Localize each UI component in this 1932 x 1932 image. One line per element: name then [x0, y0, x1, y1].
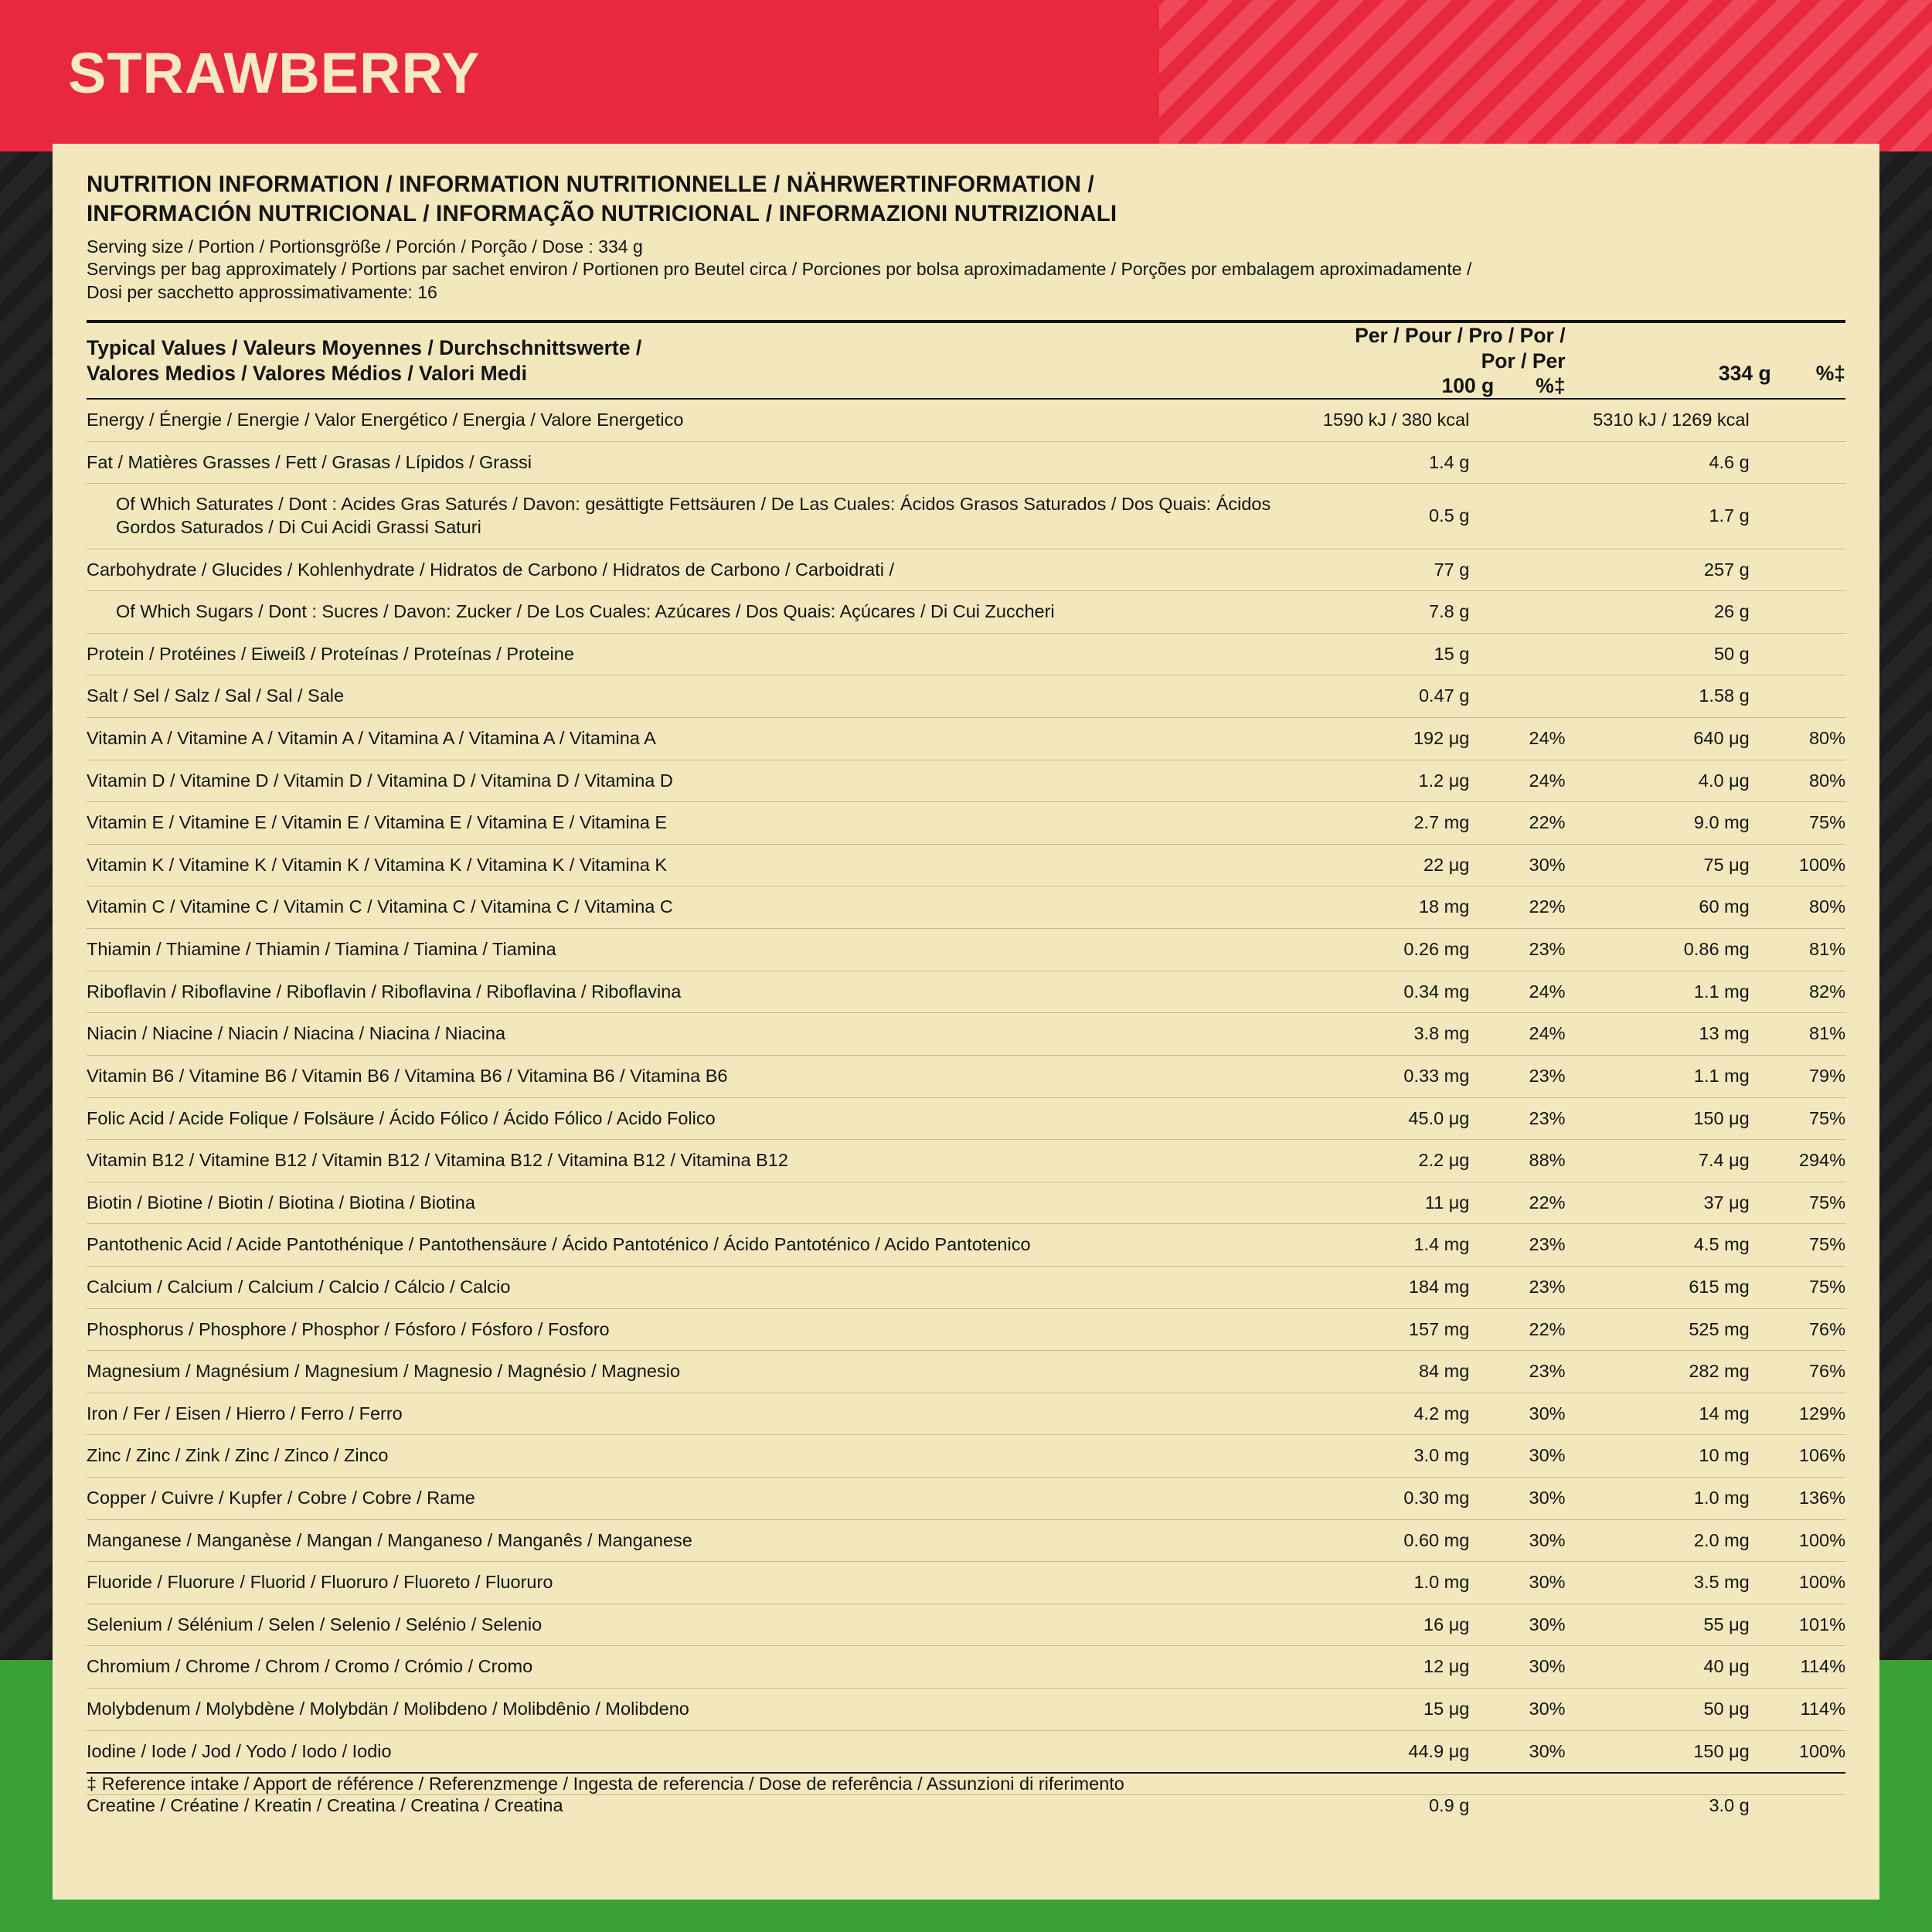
row-v100: 0.5 g — [1318, 484, 1470, 549]
row-label: Vitamin B12 / Vitamine B12 / Vitamin B12 / Vitamina B12 / Vitamina B12 / Vitamina B12 — [87, 1140, 1318, 1182]
row-label: Selenium / Sélénium / Selen / Selenio / Selénio / Selenio — [87, 1604, 1318, 1646]
row-v100: 0.33 mg — [1318, 1055, 1470, 1097]
row-v334: 1.1 mg — [1566, 1055, 1750, 1097]
row-p100: 30% — [1469, 1562, 1565, 1604]
table-row — [87, 1646, 1845, 1689]
row-v100: 192 μg — [1318, 718, 1470, 760]
row-p334: 80% — [1750, 760, 1845, 802]
row-label: Of Which Saturates / Dont : Acides Gras Saturés / Davon: gesättigte Fettsäuren / De Las Cuales: Ácidos Grasos Saturados / Dos Quais: Ácidos Gordos Saturados / Di Cui Acidi Grassi Saturi — [87, 484, 1318, 549]
row-label: Calcium / Calcium / Calcium / Calcio / Cálcio / Calcio — [87, 1266, 1318, 1308]
row-p100 — [1469, 441, 1565, 484]
row-p100: 22% — [1469, 802, 1565, 845]
row-p100: 24% — [1469, 760, 1565, 802]
nutrition-panel — [53, 144, 1879, 1900]
row-p334: 100% — [1750, 1562, 1845, 1604]
table-row — [87, 1013, 1845, 1056]
row-p100: 30% — [1469, 844, 1565, 886]
row-v100: 4.2 mg — [1318, 1393, 1470, 1435]
row-p100: 23% — [1469, 1351, 1565, 1393]
row-v334: 13 mg — [1566, 1013, 1750, 1056]
row-p100: 30% — [1469, 1478, 1565, 1520]
row-label: Folic Acid / Acide Folique / Folsäure / Ácido Fólico / Ácido Fólico / Acido Folico — [87, 1097, 1318, 1140]
row-p334: 114% — [1750, 1689, 1845, 1731]
row-p100: 24% — [1469, 718, 1565, 760]
row-v100: 1.2 μg — [1318, 760, 1470, 802]
row-p334: 100% — [1750, 1730, 1845, 1773]
row-v334: 3.5 mg — [1566, 1562, 1750, 1604]
creatine-value-100g: 0.9 g — [1429, 1795, 1470, 1816]
row-v334: 50 g — [1566, 633, 1750, 675]
table-row — [87, 1097, 1845, 1140]
nutrition-heading-line-1: NUTRITION INFORMATION / INFORMATION NUTRITIONNELLE / NÄHRWERTINFORMATION / — [87, 172, 1094, 197]
row-v100: 2.7 mg — [1318, 802, 1470, 845]
row-p334 — [1750, 484, 1845, 549]
row-p334 — [1750, 441, 1845, 484]
row-v334: 75 μg — [1566, 844, 1750, 886]
table-row — [87, 1182, 1845, 1224]
row-label: Zinc / Zinc / Zink / Zinc / Zinco / Zinco — [87, 1435, 1318, 1478]
row-label: Magnesium / Magnésium / Magnesium / Magnesio / Magnésio / Magnesio — [87, 1351, 1318, 1393]
table-row — [87, 718, 1845, 760]
row-p334: 101% — [1750, 1604, 1845, 1646]
row-p100: 23% — [1469, 1055, 1565, 1097]
row-label: Iodine / Iode / Jod / Yodo / Iodo / Iodio — [87, 1730, 1318, 1773]
row-label: Vitamin K / Vitamine K / Vitamin K / Vitamina K / Vitamina K / Vitamina K — [87, 844, 1318, 886]
row-p100 — [1469, 549, 1565, 591]
table-row — [87, 591, 1845, 634]
creatine-value-334g: 3.0 g — [1709, 1795, 1750, 1816]
creatine-percent-100g — [1469, 1795, 1565, 1817]
row-v334: 26 g — [1566, 591, 1750, 634]
row-v100: 7.8 g — [1318, 591, 1470, 634]
row-p334 — [1750, 591, 1845, 634]
row-v100: 1.4 g — [1318, 441, 1470, 484]
row-v100: 1.0 mg — [1318, 1562, 1470, 1604]
table-row — [87, 844, 1845, 886]
row-v100: 0.60 mg — [1318, 1519, 1470, 1562]
row-v334: 60 mg — [1566, 886, 1750, 929]
row-p334: 80% — [1750, 718, 1845, 760]
row-p334 — [1750, 675, 1845, 718]
row-p334: 75% — [1750, 1097, 1845, 1140]
row-p334: 75% — [1750, 1224, 1845, 1267]
row-p100: 22% — [1469, 1308, 1565, 1351]
row-v334: 4.6 g — [1566, 441, 1750, 484]
row-v334: 55 μg — [1566, 1604, 1750, 1646]
nutrition-heading-line-2: INFORMACIÓN NUTRICIONAL / INFORMAÇÃO NUTRICIONAL / INFORMAZIONI NUTRIZIONALI — [87, 200, 1117, 226]
row-label: Carbohydrate / Glucides / Kohlenhydrate / Hidratos de Carbono / Hidratos de Carbono / Carboidrati / — [87, 549, 1318, 591]
row-p334: 79% — [1750, 1055, 1845, 1097]
table-row — [87, 1519, 1845, 1562]
header-334g-percent: %‡ — [1815, 361, 1845, 385]
row-p100: 30% — [1469, 1393, 1565, 1435]
row-v100: 18 mg — [1318, 886, 1470, 929]
row-v100: 15 μg — [1318, 1689, 1470, 1731]
row-p334: 75% — [1750, 1182, 1845, 1224]
row-v100: 1590 kJ / 380 kcal — [1318, 399, 1470, 441]
table-row — [87, 1308, 1845, 1351]
row-label: Chromium / Chrome / Chrom / Cromo / Crómio / Cromo — [87, 1646, 1318, 1689]
row-p334: 82% — [1750, 971, 1845, 1013]
row-label: Phosphorus / Phosphore / Phosphor / Fósforo / Fósforo / Fosforo — [87, 1308, 1318, 1351]
reference-intake-footnote-row — [87, 1773, 1845, 1795]
header-100g-percent: %‡ — [1536, 373, 1566, 397]
row-label: Thiamin / Thiamine / Thiamin / Tiamina / Tiamina / Tiamina — [87, 929, 1318, 971]
row-v334: 14 mg — [1566, 1393, 1750, 1435]
row-p100: 24% — [1469, 1013, 1565, 1056]
row-v100: 45.0 μg — [1318, 1097, 1470, 1140]
row-p100: 22% — [1469, 886, 1565, 929]
row-v100: 84 mg — [1318, 1351, 1470, 1393]
row-v334: 1.0 mg — [1566, 1478, 1750, 1520]
row-label: Protein / Protéines / Eiweiß / Proteínas / Proteínas / Proteine — [87, 633, 1318, 675]
header-typical-values-line-1: Typical Values / Valeurs Moyennes / Durchschnittswerte / — [87, 336, 642, 360]
header-typical-values-line-2: Valores Medios / Valores Médios / Valori Medi — [87, 361, 527, 385]
row-p334: 136% — [1750, 1478, 1845, 1520]
table-row — [87, 802, 1845, 845]
row-v100: 3.8 mg — [1318, 1013, 1470, 1056]
row-p334: 76% — [1750, 1351, 1845, 1393]
row-v334: 4.5 mg — [1566, 1224, 1750, 1267]
row-v100: 157 mg — [1318, 1308, 1470, 1351]
table-row — [87, 929, 1845, 971]
row-v334: 50 μg — [1566, 1689, 1750, 1731]
row-p100: 24% — [1469, 971, 1565, 1013]
row-p334 — [1750, 399, 1845, 441]
row-p334 — [1750, 549, 1845, 591]
row-p100: 30% — [1469, 1604, 1565, 1646]
table-row — [87, 1689, 1845, 1731]
row-p100 — [1469, 591, 1565, 634]
row-label: Iron / Fer / Eisen / Hierro / Ferro / Ferro — [87, 1393, 1318, 1435]
row-label: Biotin / Biotine / Biotin / Biotina / Biotina / Biotina — [87, 1182, 1318, 1224]
row-label: Copper / Cuivre / Kupfer / Cobre / Cobre / Rame — [87, 1478, 1318, 1520]
row-v334: 37 μg — [1566, 1182, 1750, 1224]
table-row — [87, 1393, 1845, 1435]
nutrition-table — [87, 320, 1845, 1816]
row-v334: 640 μg — [1566, 718, 1750, 760]
row-p100 — [1469, 399, 1565, 441]
row-p100: 30% — [1469, 1646, 1565, 1689]
row-v100: 44.9 μg — [1318, 1730, 1470, 1773]
row-p334: 75% — [1750, 1266, 1845, 1308]
table-row — [87, 1140, 1845, 1182]
row-p100 — [1469, 484, 1565, 549]
row-v334: 5310 kJ / 1269 kcal — [1566, 399, 1750, 441]
row-label: Fluoride / Fluorure / Fluorid / Fluoruro / Fluoreto / Fluoruro — [87, 1562, 1318, 1604]
creatine-row — [87, 1795, 1845, 1817]
row-label: Vitamin D / Vitamine D / Vitamin D / Vitamina D / Vitamina D / Vitamina D — [87, 760, 1318, 802]
row-v334: 150 μg — [1566, 1097, 1750, 1140]
row-v334: 1.1 mg — [1566, 971, 1750, 1013]
row-p100 — [1469, 675, 1565, 718]
row-p100: 22% — [1469, 1182, 1565, 1224]
row-v334: 0.86 mg — [1566, 929, 1750, 971]
row-v100: 2.2 μg — [1318, 1140, 1470, 1182]
table-row — [87, 399, 1845, 441]
row-p100: 30% — [1469, 1519, 1565, 1562]
row-p100: 23% — [1469, 1266, 1565, 1308]
table-row — [87, 1266, 1845, 1308]
header-typical-values — [87, 321, 1318, 399]
flavour-title: STRAWBERRY — [68, 41, 481, 105]
row-p100: 23% — [1469, 1224, 1565, 1267]
row-label: Vitamin A / Vitamine A / Vitamin A / Vitamina A / Vitamina A / Vitamina A — [87, 718, 1318, 760]
row-label: Pantothenic Acid / Acide Pantothénique / Pantothensäure / Ácido Pantoténico / Ácido Pantoténico / Acido Pantotenico — [87, 1224, 1318, 1267]
row-v100: 16 μg — [1318, 1604, 1470, 1646]
row-p334: 100% — [1750, 1519, 1845, 1562]
row-v100: 11 μg — [1318, 1182, 1470, 1224]
row-label: Vitamin C / Vitamine C / Vitamin C / Vitamina C / Vitamina C / Vitamina C — [87, 886, 1318, 929]
row-v334: 282 mg — [1566, 1351, 1750, 1393]
creatine-name: Creatine / Créatine / Kreatin / Creatina / Creatina / Creatina — [87, 1795, 563, 1816]
row-p100: 30% — [1469, 1689, 1565, 1731]
header-334g-value: 334 g — [1718, 361, 1771, 385]
table-row — [87, 675, 1845, 718]
creatine-percent-334g — [1750, 1795, 1845, 1817]
row-label: Niacin / Niacine / Niacin / Niacina / Niacina / Niacina — [87, 1013, 1318, 1056]
row-p100: 23% — [1469, 1097, 1565, 1140]
row-label: Vitamin B6 / Vitamine B6 / Vitamin B6 / Vitamina B6 / Vitamina B6 / Vitamina B6 — [87, 1055, 1318, 1097]
table-row — [87, 971, 1845, 1013]
row-v100: 184 mg — [1318, 1266, 1470, 1308]
row-p100: 30% — [1469, 1730, 1565, 1773]
row-p334 — [1750, 633, 1845, 675]
table-row — [87, 441, 1845, 484]
row-p100: 88% — [1469, 1140, 1565, 1182]
row-p100: 23% — [1469, 929, 1565, 971]
table-row — [87, 549, 1845, 591]
row-v100: 3.0 mg — [1318, 1435, 1470, 1478]
row-label: Vitamin E / Vitamine E / Vitamin E / Vitamina E / Vitamina E / Vitamina E — [87, 802, 1318, 845]
table-row — [87, 1730, 1845, 1773]
row-p334: 81% — [1750, 1013, 1845, 1056]
row-p334: 75% — [1750, 802, 1845, 845]
nutrition-table-body — [87, 399, 1845, 1773]
table-row — [87, 760, 1845, 802]
row-p334: 129% — [1750, 1393, 1845, 1435]
row-v334: 150 μg — [1566, 1730, 1750, 1773]
row-p334: 106% — [1750, 1435, 1845, 1478]
table-row — [87, 633, 1845, 675]
row-label: Fat / Matières Grasses / Fett / Grasas / Lípidos / Grassi — [87, 441, 1318, 484]
servings-per-bag-line-1: Servings per bag approximately / Portions par sachet environ / Portionen pro Beutel circa / Porciones por bolsa aproximadamente / Porções por embalagem aproximadamente / — [87, 259, 1472, 280]
row-v100: 15 g — [1318, 633, 1470, 675]
row-v100: 0.26 mg — [1318, 929, 1470, 971]
row-v334: 4.0 μg — [1566, 760, 1750, 802]
header-100g-value: 100 g — [1441, 373, 1495, 397]
row-label: Riboflavin / Riboflavine / Riboflavin / Riboflavina / Riboflavina / Riboflavina — [87, 971, 1318, 1013]
table-row — [87, 1224, 1845, 1267]
table-row — [87, 484, 1845, 549]
nutrition-heading — [87, 170, 1845, 229]
row-p334: 80% — [1750, 886, 1845, 929]
row-v334: 525 mg — [1566, 1308, 1750, 1351]
row-v334: 615 mg — [1566, 1266, 1750, 1308]
row-v334: 10 mg — [1566, 1435, 1750, 1478]
servings-per-bag-line-2: Dosi per sacchetto approssimativamente: 16 — [87, 282, 437, 303]
row-p334: 76% — [1750, 1308, 1845, 1351]
table-row — [87, 1478, 1845, 1520]
row-v334: 257 g — [1566, 549, 1750, 591]
table-row — [87, 1055, 1845, 1097]
row-label: Salt / Sel / Salz / Sal / Sal / Sale — [87, 675, 1318, 718]
row-v100: 0.47 g — [1318, 675, 1470, 718]
row-v100: 12 μg — [1318, 1646, 1470, 1689]
row-p334: 114% — [1750, 1646, 1845, 1689]
table-row — [87, 886, 1845, 929]
row-label: Molybdenum / Molybdène / Molybdän / Molibdeno / Molibdênio / Molibdeno — [87, 1689, 1318, 1731]
reference-intake-footnote: ‡ Reference intake / Apport de référence / Referenzmenge / Ingesta de referencia / Dose de referência / Assunzioni di riferimento — [87, 1773, 1845, 1795]
row-label: Manganese / Manganèse / Mangan / Manganeso / Manganês / Manganese — [87, 1519, 1318, 1562]
row-p334: 294% — [1750, 1140, 1845, 1182]
row-v334: 40 μg — [1566, 1646, 1750, 1689]
table-row — [87, 1562, 1845, 1604]
row-p334: 100% — [1750, 844, 1845, 886]
row-v100: 1.4 mg — [1318, 1224, 1470, 1267]
header-per-100g — [1318, 321, 1566, 399]
row-v334: 7.4 μg — [1566, 1140, 1750, 1182]
table-row — [87, 1604, 1845, 1646]
table-header-row — [87, 321, 1845, 399]
row-p100 — [1469, 633, 1565, 675]
table-row — [87, 1435, 1845, 1478]
header-per-label: Per / Pour / Pro / Por / Por / Per — [1355, 324, 1566, 372]
row-v100: 22 μg — [1318, 844, 1470, 886]
row-v334: 1.58 g — [1566, 675, 1750, 718]
row-label: Energy / Énergie / Energie / Valor Energético / Energia / Valore Energetico — [87, 399, 1318, 441]
row-v334: 1.7 g — [1566, 484, 1750, 549]
row-v100: 0.30 mg — [1318, 1478, 1470, 1520]
header-per-334g — [1566, 321, 1845, 399]
table-row — [87, 1351, 1845, 1393]
row-v100: 77 g — [1318, 549, 1470, 591]
row-v334: 9.0 mg — [1566, 802, 1750, 845]
row-v334: 2.0 mg — [1566, 1519, 1750, 1562]
row-p100: 30% — [1469, 1435, 1565, 1478]
row-v100: 0.34 mg — [1318, 971, 1470, 1013]
row-label: Of Which Sugars / Dont : Sucres / Davon: Zucker / De Los Cuales: Azúcares / Dos Quais: Açúcares / Di Cui Zuccheri — [87, 591, 1318, 634]
row-p334: 81% — [1750, 929, 1845, 971]
serving-size-line: Serving size / Portion / Portionsgröße / Porción / Porção / Dose : 334 g — [87, 236, 643, 257]
